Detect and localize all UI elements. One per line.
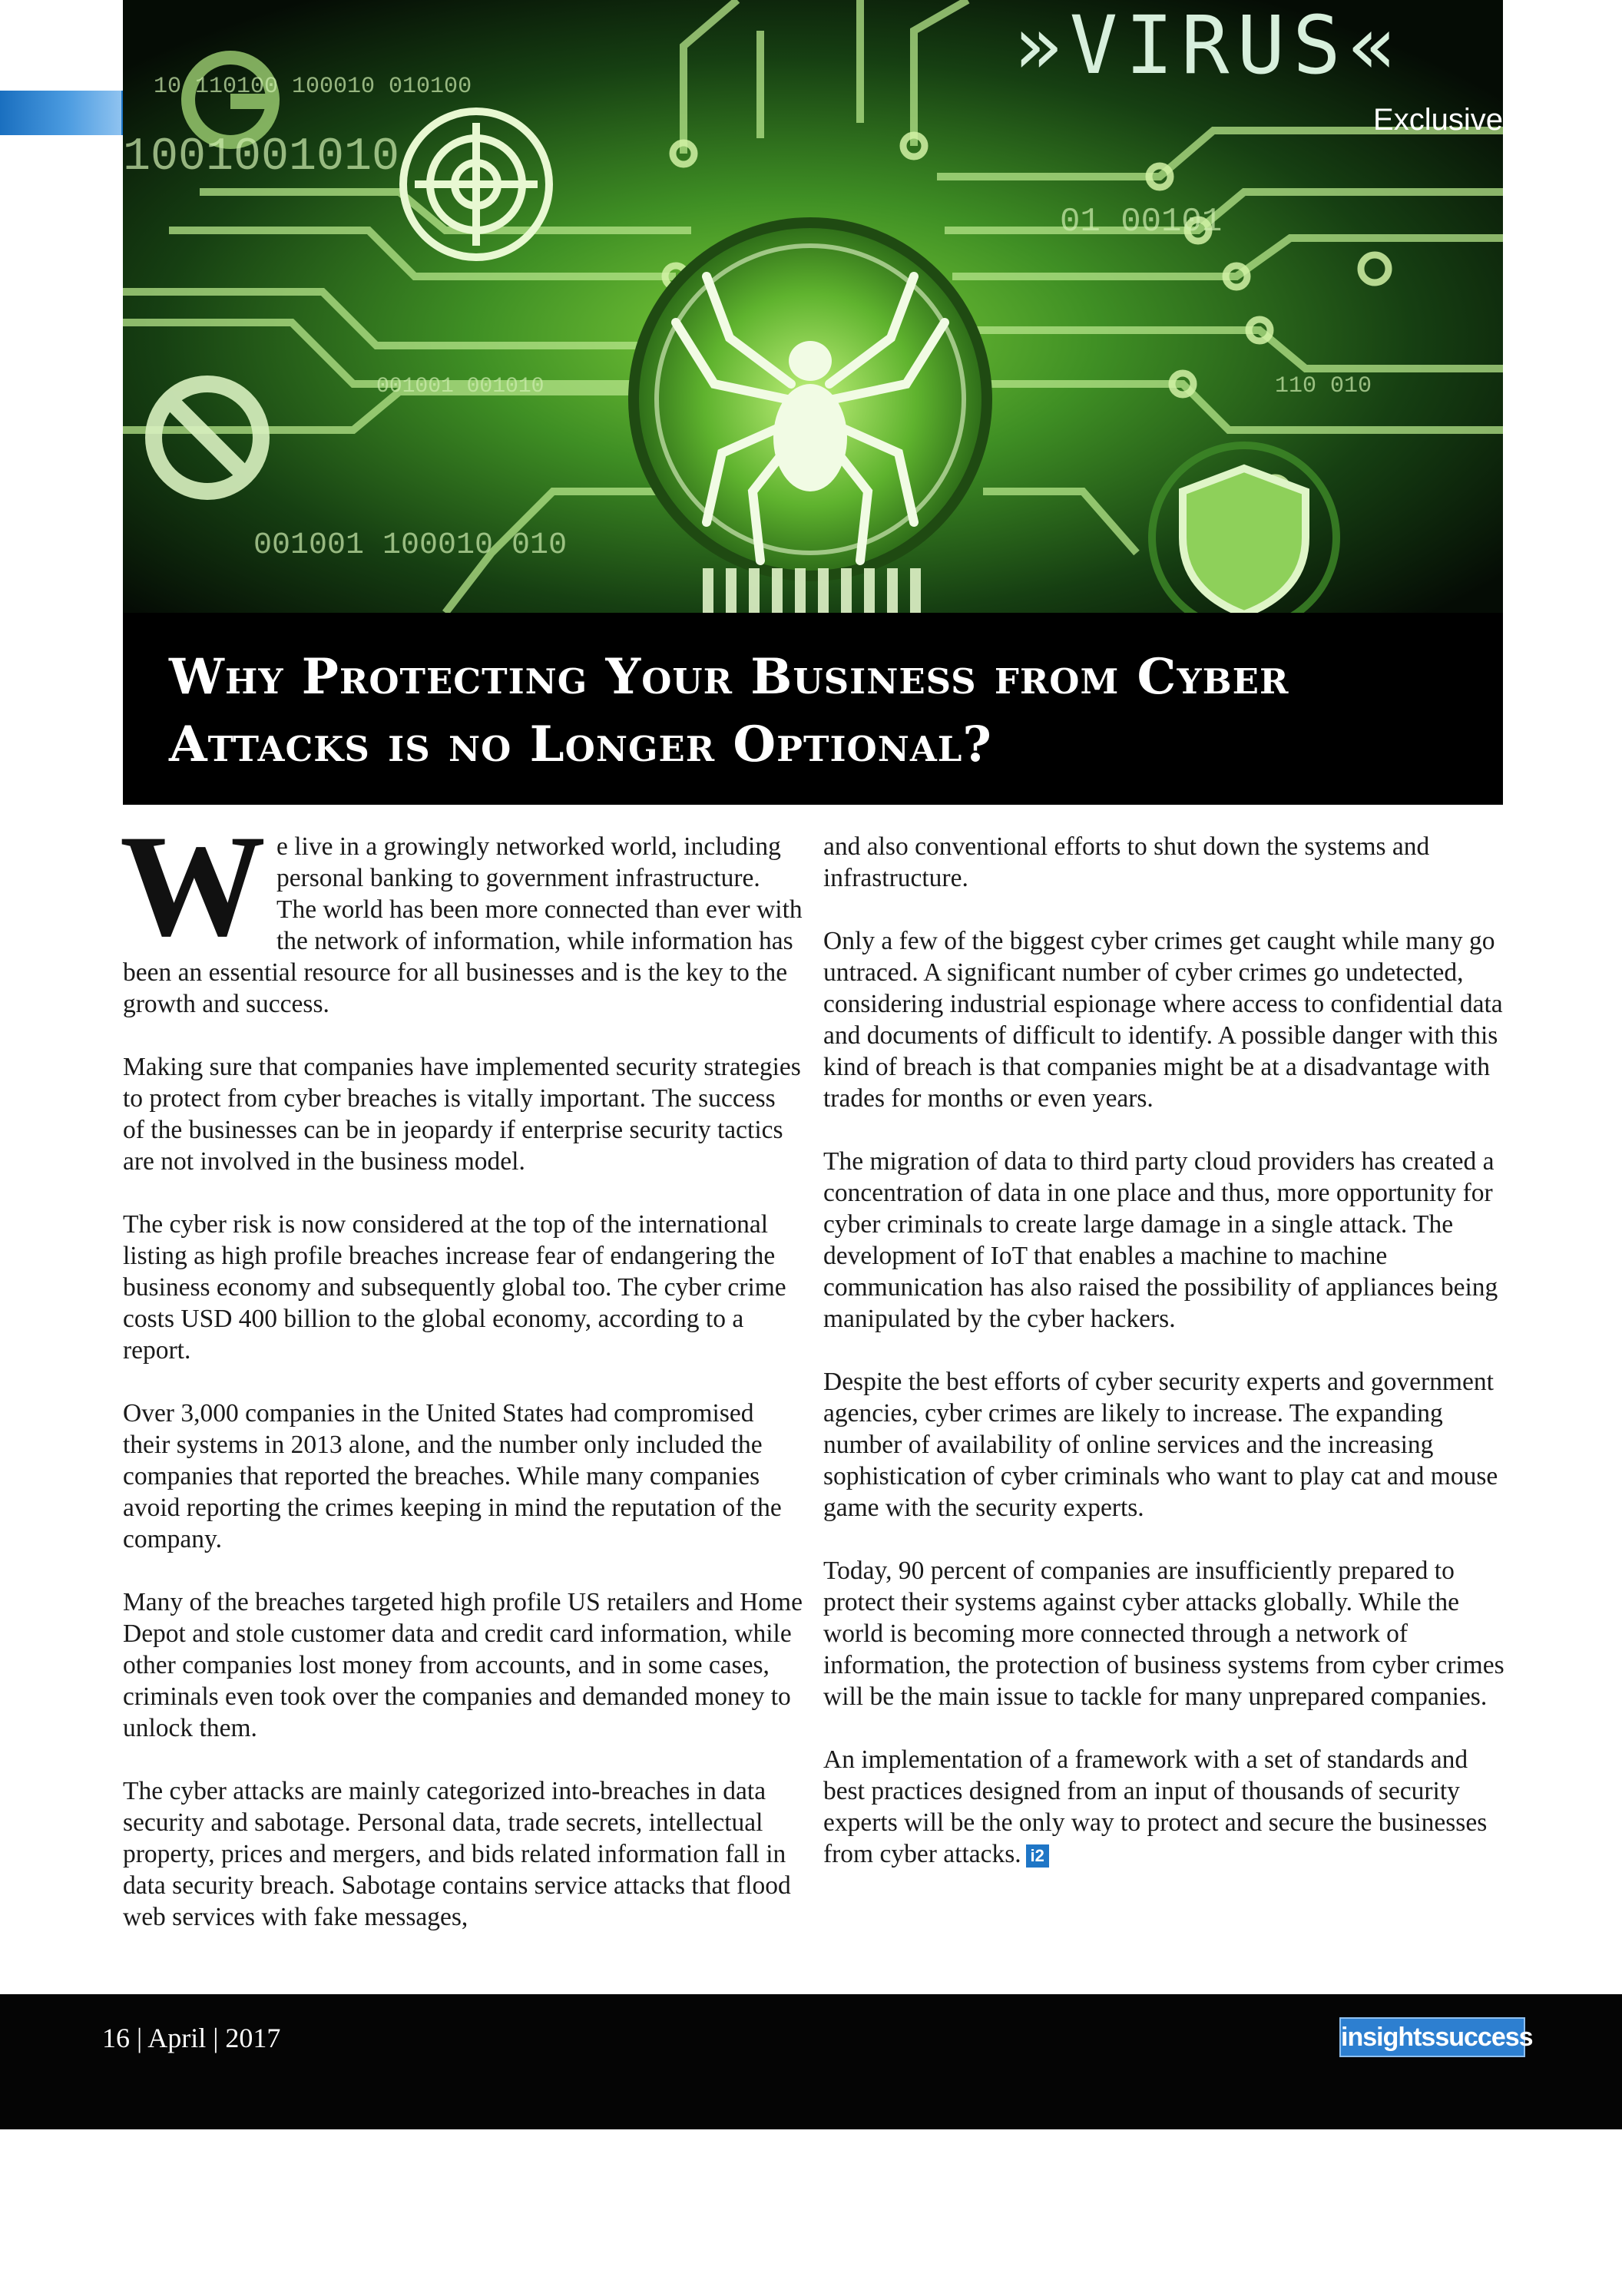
paragraph: Many of the breaches targeted high profile US retailers and Home Depot and stole customer data and credit card information, while other companies lost money from accounts, and in some cases, criminals even took over the companies and demanded money to unlock them.: [123, 1588, 803, 1742]
brand-logo: insightssuccess: [1339, 2017, 1525, 2057]
paragraph: The cyber attacks are mainly categorized into-breaches in data security and sabotage. Personal data, trade secrets, intellectual property, prices and mergers, and bids related information fall in data security breach. Sabotage contains service attacks that flood web services with fake messages,: [123, 1777, 791, 1931]
page-folio: 16 | April | 2017: [102, 2023, 281, 2053]
binary-text: 001001 100010 010: [253, 528, 568, 563]
hero-image: [123, 0, 1503, 613]
drop-cap: W: [120, 806, 266, 967]
paragraph: An implementation of a framework with a set of standards and best practices designed from an input of thousands of security experts will be the only way to protect and secure the businesses from cyber attacks. i2: [823, 1745, 1488, 1868]
binary-text: 10 110100 100010 010100: [154, 74, 472, 100]
paragraph: Over 3,000 companies in the United States had compromised their systems in 2013 alone, and the number only included the companies that reported the breaches. While many companies avoid reporting the crimes keeping in mind the reputation of the company.: [123, 1399, 782, 1553]
binary-text: 001001 001010: [376, 375, 545, 399]
article-column-right: [823, 831, 1505, 1901]
side-tab-bar: [0, 91, 121, 135]
page-footer: [0, 1994, 1622, 2129]
binary-text: 110 010: [1275, 373, 1372, 399]
paragraph: Despite the best efforts of cyber security experts and government agencies, cyber crimes are likely to increase. The expanding number of availability of online services and the increasing sophistication of cyber criminals who want to play cat and mouse game with the security experts.: [823, 1368, 1498, 1522]
paragraph: The cyber risk is now considered at the top of the international listing as high profile breaches increase fear of endangering the business economy and subsequently global too. The cyber crime costs USD 400 billion to the global economy, according to a report.: [123, 1210, 786, 1365]
article-column-left: [120, 806, 803, 1964]
spider-icon: [634, 223, 987, 576]
article-title: Why Protecting Your Business from Cyber Attacks is no Longer Optional?: [169, 648, 1289, 773]
binary-text: 1001001010: [123, 131, 400, 184]
end-mark-icon: i2: [1026, 1844, 1049, 1868]
binary-text: 01 00101: [1060, 203, 1223, 241]
paragraph: Only a few of the biggest cyber crimes get caught while many go untraced. A significant number of cyber crimes go undetected, considering industrial espionage where access to confidential data and documents of difficult to identify. A possible danger with this kind of breach is that companies might be at a disadvantage with trades for months or even years.: [823, 927, 1503, 1113]
virus-text: »VIRUS«: [1014, 0, 1405, 92]
paragraph: Today, 90 percent of companies are insufficiently prepared to protect their systems against cyber attacks globally. While the world is becoming more connected through a network of information, the protection of business systems from cyber crimes will be the main issue to tackle for many unprepared companies.: [823, 1557, 1504, 1711]
paragraph: The migration of data to third party cloud providers has created a concentration of data in one place and thus, more opportunity for cyber criminals to create large damage in a single attack. The development of IoT that enables a machine to machine communication has also raised the possibility of appliances being manipulated by the cyber hackers.: [823, 1147, 1498, 1333]
paragraph: We live in a growingly networked world, including personal banking to government infrastructure. The world has been more connected than ever with the network of information, while information has been an essential resource for all businesses and is the key to the growth and success.: [120, 806, 803, 1018]
target-icon: [403, 111, 549, 257]
paragraph: and also conventional efforts to shut down the systems and infrastructure.: [823, 832, 1430, 892]
section-label: Exclusive: [1373, 103, 1503, 137]
paragraph: Making sure that companies have implemented security strategies to protect from cyber breaches is vitally important. The success of the businesses can be in jeopardy if enterprise security tactics are not involved in the business model.: [123, 1053, 801, 1176]
title-banner: [123, 613, 1503, 805]
cyber-circuit-illustration: [123, 0, 1503, 613]
